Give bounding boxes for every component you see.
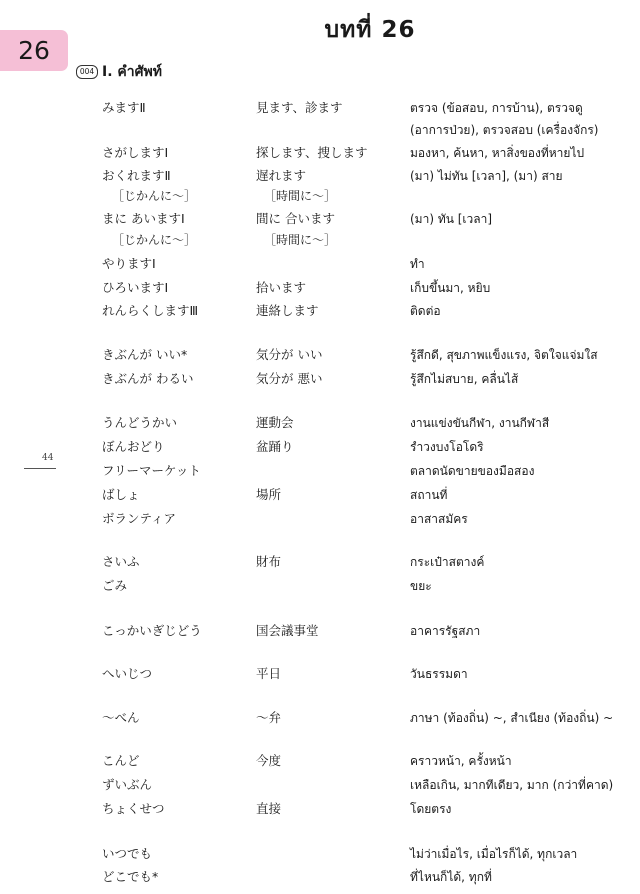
lesson-number-tab: 26	[0, 30, 68, 71]
vocab-kana: まに あいますⅠ	[102, 211, 185, 226]
vocab-kana: やりますⅠ	[102, 256, 156, 271]
vocab-kanji: 盆踊り	[256, 439, 294, 454]
vocab-row	[0, 750, 640, 772]
vocab-subrow	[0, 185, 640, 207]
vocab-thai: ที่ไหนก็ได้, ทุกที่	[410, 870, 492, 884]
vocab-row	[0, 484, 640, 506]
page-title: บทที่ 26	[324, 17, 416, 43]
vocab-row	[0, 97, 640, 137]
vocab-kana: こんど	[102, 753, 140, 768]
vocab-thai: เก็บขึ้นมา, หยิบ	[410, 281, 491, 295]
vocab-kana: ぼんおどり	[102, 439, 165, 454]
vocab-kanji: 拾います	[256, 280, 307, 295]
vocab-thai: ติดต่อ	[410, 304, 441, 318]
vocab-kanji: 見ます、診ます	[256, 100, 343, 115]
vocab-kanji: 財布	[256, 554, 282, 569]
vocab-thai: งานแข่งขันกีฬา, งานกีฬาสี	[410, 416, 550, 430]
vocab-thai: ตลาดนัดขายของมือสอง	[410, 464, 535, 478]
vocab-thai: (มา) ไม่ทัน [เวลา], (มา) สาย	[410, 169, 563, 183]
vocab-thai: ไม่ว่าเมื่อไร, เมื่อไรก็ได้, ทุกเวลา	[410, 847, 578, 861]
vocab-kana: フリーマーケット	[102, 463, 201, 478]
vocab-kana: うんどうかい	[102, 415, 178, 430]
vocab-thai: มองหา, ค้นหา, หาสิ่งของที่หายไป	[410, 146, 585, 160]
vocab-thai: รู้สึกไม่สบาย, คลื่นไส้	[410, 372, 519, 386]
vocab-row	[0, 460, 640, 482]
vocab-kana: ちょくせつ	[102, 801, 165, 816]
vocab-kana: さがしますⅠ	[102, 145, 169, 160]
vocab-kanji: 気分が 悪い	[256, 371, 323, 386]
vocab-row	[0, 663, 640, 685]
vocab-kana: へいじつ	[102, 666, 153, 681]
vocab-row	[0, 142, 640, 164]
vocab-thai: อาสาสมัคร	[410, 512, 468, 526]
vocab-row	[0, 774, 640, 796]
vocab-thai: ตรวจ (ข้อสอบ, การบ้าน), ตรวจดู (อาการป่วย), ตรวจสอบ (เครื่องจักร)	[410, 101, 599, 137]
vocab-kana: きぶんが いい*	[102, 347, 188, 362]
vocab-kanji: 直接	[256, 801, 282, 816]
vocab-row	[0, 843, 640, 865]
vocab-thai: โดยตรง	[410, 802, 452, 816]
vocab-row	[0, 866, 640, 888]
vocab-row	[0, 798, 640, 820]
vocab-kanji: 遅れます	[256, 168, 307, 183]
vocab-thai: ขยะ	[410, 579, 432, 593]
vocab-kana: どこでも*	[102, 869, 159, 884]
vocab-kanji: 探します、捜します	[256, 145, 368, 160]
vocab-row	[0, 208, 640, 230]
vocab-row	[0, 575, 640, 597]
vocab-kanji: 間に 合います	[256, 211, 335, 226]
vocab-kana: れんらくしますⅢ	[102, 303, 199, 318]
vocab-thai: (มา) ทัน [เวลา]	[410, 212, 493, 226]
vocab-kana: こっかいぎじどう	[102, 623, 202, 638]
vocab-row	[0, 412, 640, 434]
vocab-thai: รู้สึกดี, สุขภาพแข็งแรง, จิตใจแจ่มใส	[410, 348, 598, 362]
vocab-kana: みますⅡ	[102, 100, 146, 115]
vocab-kana: いつでも	[102, 846, 153, 861]
vocab-row	[0, 368, 640, 390]
vocab-thai: สถานที่	[410, 488, 448, 502]
vocab-kanji: 連絡します	[256, 303, 319, 318]
page-number: 44	[42, 453, 54, 463]
vocab-thai: รำวงบงโอโดริ	[410, 440, 484, 454]
vocab-thai: ภาษา (ท้องถิ่น) ~, สำเนียง (ท้องถิ่น) ~	[410, 711, 614, 725]
vocab-thai: กระเป๋าสตางค์	[410, 555, 485, 569]
vocab-row	[0, 344, 640, 366]
vocab-kana: ひろいますⅠ	[102, 280, 169, 295]
vocab-row	[0, 508, 640, 530]
vocab-kanji: ［時間に～］	[264, 189, 337, 203]
vocab-kana: おくれますⅡ	[102, 168, 171, 183]
vocab-kanji: ［時間に～］	[264, 233, 337, 247]
vocab-kana: ボランティア	[102, 511, 177, 526]
vocab-kanji: 国会議事堂	[256, 623, 319, 638]
vocab-kanji: 場所	[256, 487, 282, 502]
vocab-row	[0, 165, 640, 187]
vocab-thai: คราวหน้า, ครั้งหน้า	[410, 754, 512, 768]
vocab-kana: ［じかんに～］	[112, 233, 197, 247]
vocab-row	[0, 253, 640, 275]
vocab-kana: ばしょ	[102, 487, 140, 502]
vocab-kanji: ～弁	[256, 710, 282, 725]
vocab-kana: きぶんが わるい	[102, 371, 194, 386]
vocab-kanji: 今度	[256, 753, 282, 768]
vocab-kana: ～べん	[102, 710, 140, 725]
vocab-row	[0, 436, 640, 458]
vocab-row	[0, 277, 640, 299]
vocab-kanji: 気分が いい	[256, 347, 323, 362]
vocab-kana: ごみ	[102, 578, 128, 593]
vocab-kana: ずいぶん	[102, 777, 153, 792]
vocab-row	[0, 707, 640, 729]
vocab-subrow	[0, 229, 640, 251]
vocab-kanji: 平日	[256, 666, 282, 681]
vocab-kana: ［じかんに～］	[112, 189, 197, 203]
vocab-thai: ทำ	[410, 257, 425, 271]
vocab-thai: อาคารรัฐสภา	[410, 624, 481, 638]
vocab-thai: เหลือเกิน, มากทีเดียว, มาก (กว่าที่คาด)	[410, 778, 614, 792]
vocab-thai: วันธรรมดา	[410, 667, 468, 681]
vocab-kanji: 運動会	[256, 415, 294, 430]
vocab-row	[0, 300, 640, 322]
section-heading: I. คำศัพท์	[102, 64, 162, 80]
vocab-row	[0, 551, 640, 573]
vocab-kana: さいふ	[102, 554, 140, 569]
vocab-row	[0, 620, 640, 642]
audio-track-badge: 004	[76, 65, 98, 79]
